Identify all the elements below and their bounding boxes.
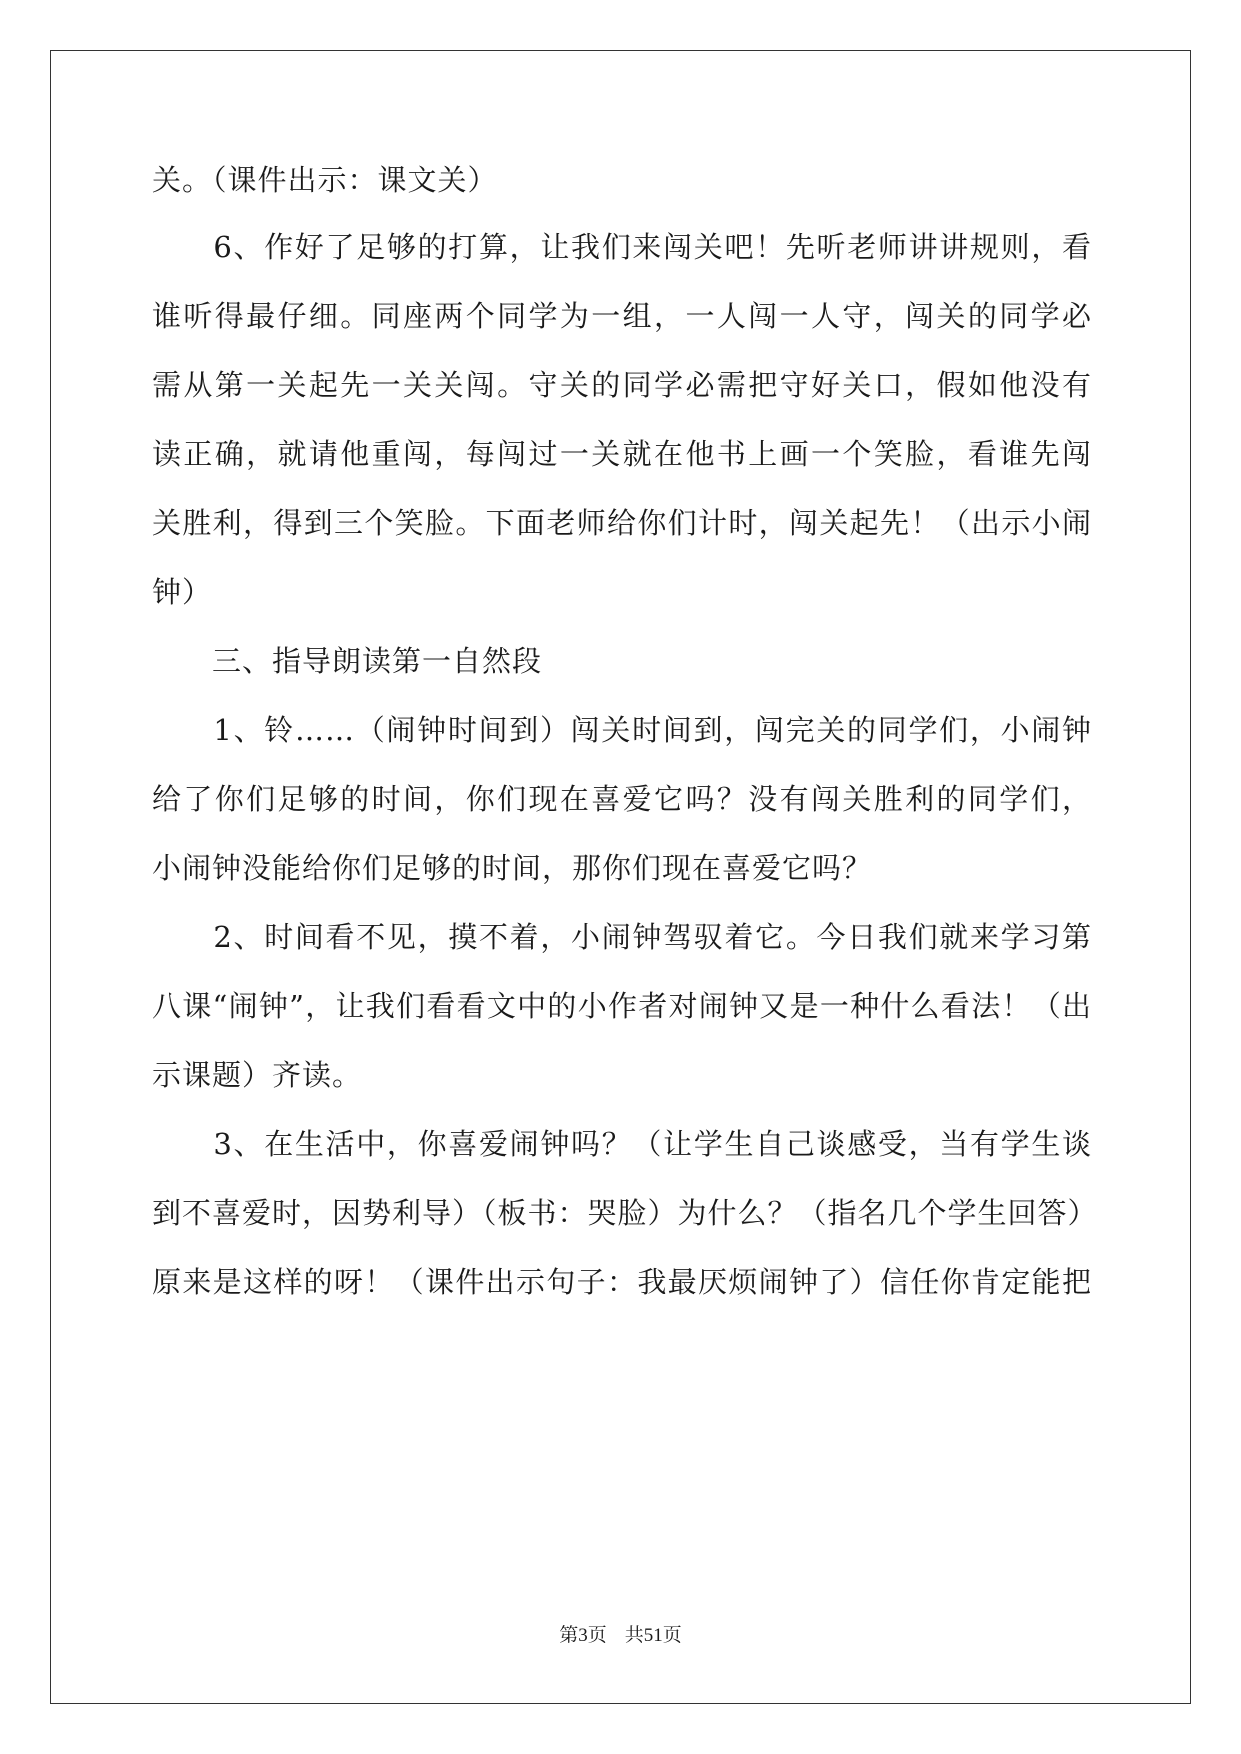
text-line: 关。（课件出示：课文关） [152,163,498,197]
text-line: 谁听得最仔细。同座两个同学为一组，一人闯一人守，闯关的同学必 [152,299,1092,333]
total-suffix: 页 [662,1625,682,1646]
page-label-prefix: 第 [559,1625,579,1646]
text-line: 钟） [152,575,213,609]
text-line: 关胜利，得到三个笑脸。下面老师给你们计时，闯关起先！（出示小闹 [152,506,1092,540]
section-heading: 三、指导朗读第一自然段 [152,644,543,678]
text-line: 3、在生活中，你喜爱闹钟吗？（让学生自己谈感受，当有学生谈 [152,1127,1092,1161]
page-footer [0,1624,1241,1648]
text-line: 6、作好了足够的打算，让我们来闯关吧！先听老师讲讲规则，看 [152,230,1092,264]
text-line: 需从第一关起先一关关闯。守关的同学必需把守好关口，假如他没有 [152,368,1092,402]
text-line: 到不喜爱时，因势利导）（板书：哭脸）为什么？（指名几个学生回答） [152,1196,1098,1230]
text-line: 1、铃……（闹钟时间到）闯关时间到，闯完关的同学们，小闹钟 [152,713,1092,747]
page-label-suffix: 页 [587,1625,607,1646]
text-line: 原来是这样的呀！（课件出示句子：我最厌烦闹钟了）信任你肯定能把 [152,1265,1092,1299]
text-line: 给了你们足够的时间，你们现在喜爱它吗？没有闯关胜利的同学们， [152,782,1092,816]
text-line: 八课“闹钟”，让我们看看文中的小作者对闹钟又是一种什么看法！（出 [152,989,1092,1023]
text-line: 2、时间看不见，摸不着，小闹钟驾驭着它。今日我们就来学习第 [152,920,1092,954]
text-line: 读正确，就请他重闯，每闯过一关就在他书上画一个笑脸，看谁先闯 [152,437,1092,471]
text-line: 示课题）齐读。 [152,1058,363,1092]
total-pages: 51 [643,1625,663,1646]
page-number: 3 [578,1625,588,1646]
text-line: 小闹钟没能给你们足够的时间，那你们现在喜爱它吗？ [152,851,873,885]
total-prefix: 共 [624,1625,644,1646]
